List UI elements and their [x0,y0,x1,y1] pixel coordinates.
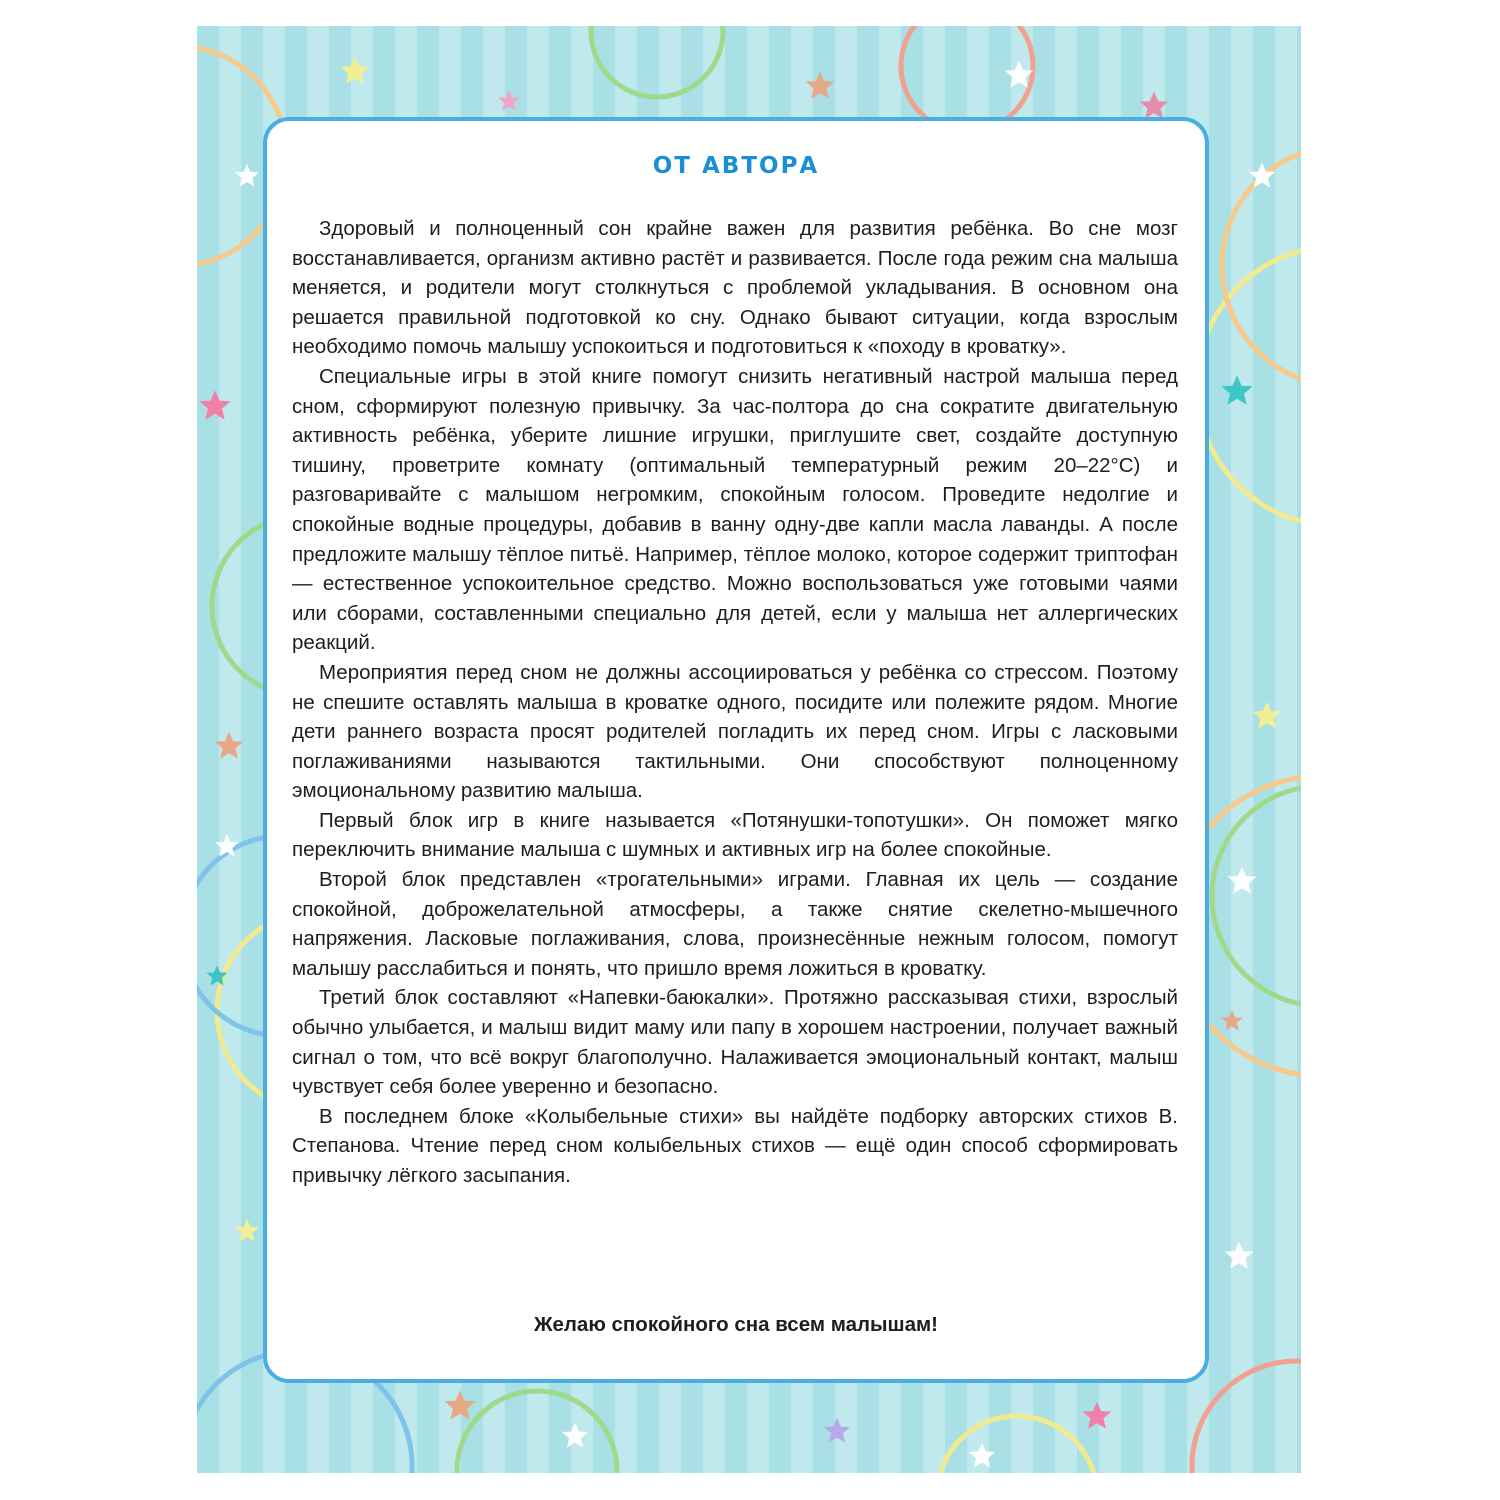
paragraph: Третий блок составляют «Напевки-баюкалки». Протяжно рассказывая стихи, взрослый обычно улыбается, и малыш видит маму или папу в хорошем настроении, получает важный сигнал о том, что всё вокруг благополучно. Налаживается эмоциональный контакт, малыш чувствует себя более уверенно и безопасно. [292,986,1178,1099]
paragraph: В последнем блоке «Колыбельные стихи» вы найдёте подборку авторских стихов В. Степанова. Чтение перед сном колыбельных стихов — ещё один способ сформировать привычку лёгкого засыпания. [292,1104,1178,1187]
paragraph: Второй блок представлен «трогательными» играми. Главная их цель — создание спокойной, доброжелательной атмосферы, а также снятие скелетно-мышечного напряжения. Ласковые поглаживания, слова, произнесённые нежным голосом, помогут малышу расслабиться и понять, что пришло время ложиться в кроватку. [292,868,1178,980]
decor-star [444,1390,475,1419]
decor-star [235,164,259,187]
decor-star [199,390,230,419]
decor-ring [457,1391,617,1473]
decor-star [1083,1402,1112,1429]
decor-star [1221,1010,1243,1030]
decor-star [1140,92,1169,119]
paragraph: Первый блок игр в книге называется «Потянушки-топотушки». Он поможет мягко переключить внимание малыша с шумных и активных игр на более спокойные. [292,808,1178,862]
decor-ring [591,26,723,97]
decor-ring [1212,786,1301,1006]
decor-star [1253,702,1282,729]
decor-ring [1192,1361,1301,1473]
paragraph: Мероприятия перед сном не должны ассоциироваться у ребёнка со стрессом. Поэтому не спешите оставлять малыша в кроватке одного, посидите или полежите рядом. Многие дети раннего возраста просят родителей погладить их перед сном. Игры с ласковыми поглаживаниями называются тактильными. Они способствуют полноценному эмоциональному развитию малыша. [292,660,1178,803]
decor-star [969,1443,995,1468]
decor-ring [1197,246,1301,526]
decor-star [1221,375,1252,404]
article-body [292,214,1178,1191]
decor-star [806,72,835,99]
decor-ring [937,1416,1097,1473]
paragraph: Здоровый и полноценный сон крайне важен для развития ребёнка. Во сне мозг восстанавливается, организм активно растёт и развивается. После года режим сна малыша меняется, и родители могут столкнуться с проблемой укладывания. В основном она решается правильной подготовкой ко сну. Однако бывают ситуации, когда взрослым необходимо помочь малышу успокоиться и подготовиться к «походу в кроватку». [292,217,1178,359]
decor-star [562,1423,588,1448]
decor-star [824,1418,850,1443]
content-card [263,117,1209,1383]
decor-star [1225,1242,1254,1269]
page-title: ОТ АВТОРА [652,153,820,179]
closing-line: Желаю спокойного сна всем малышам! [533,1313,939,1336]
paragraph: Специальные игры в этой книге помогут снизить негативный настрой малыша перед сном, сформируют полезную привычку. За час-полтора до сна сократите двигательную активность ребёнка, уберите лишние игрушки, приглушите свет, создайте доступную тишину, проветрите комнату (оптимальный температурный режим 20–22°С) и разговаривайте с малышом негромким, спокойным голосом. Проведите недолгие и спокойные водные процедуры, добавив в ванну одну-две капли масла лаванды. А после предложите малышу тёплое питьё. Например, тёплое молоко, которое содержит триптофан — естественное успокоительное средство. Можно воспользоваться уже готовыми чаями или сборами, составленными специально для детей, если у малыша нет аллергических реакций. [292,364,1178,655]
decor-star [341,57,370,84]
decor-star [235,1219,259,1242]
decor-star [215,732,244,759]
decor-star [1228,867,1257,894]
decor-star [498,90,520,110]
